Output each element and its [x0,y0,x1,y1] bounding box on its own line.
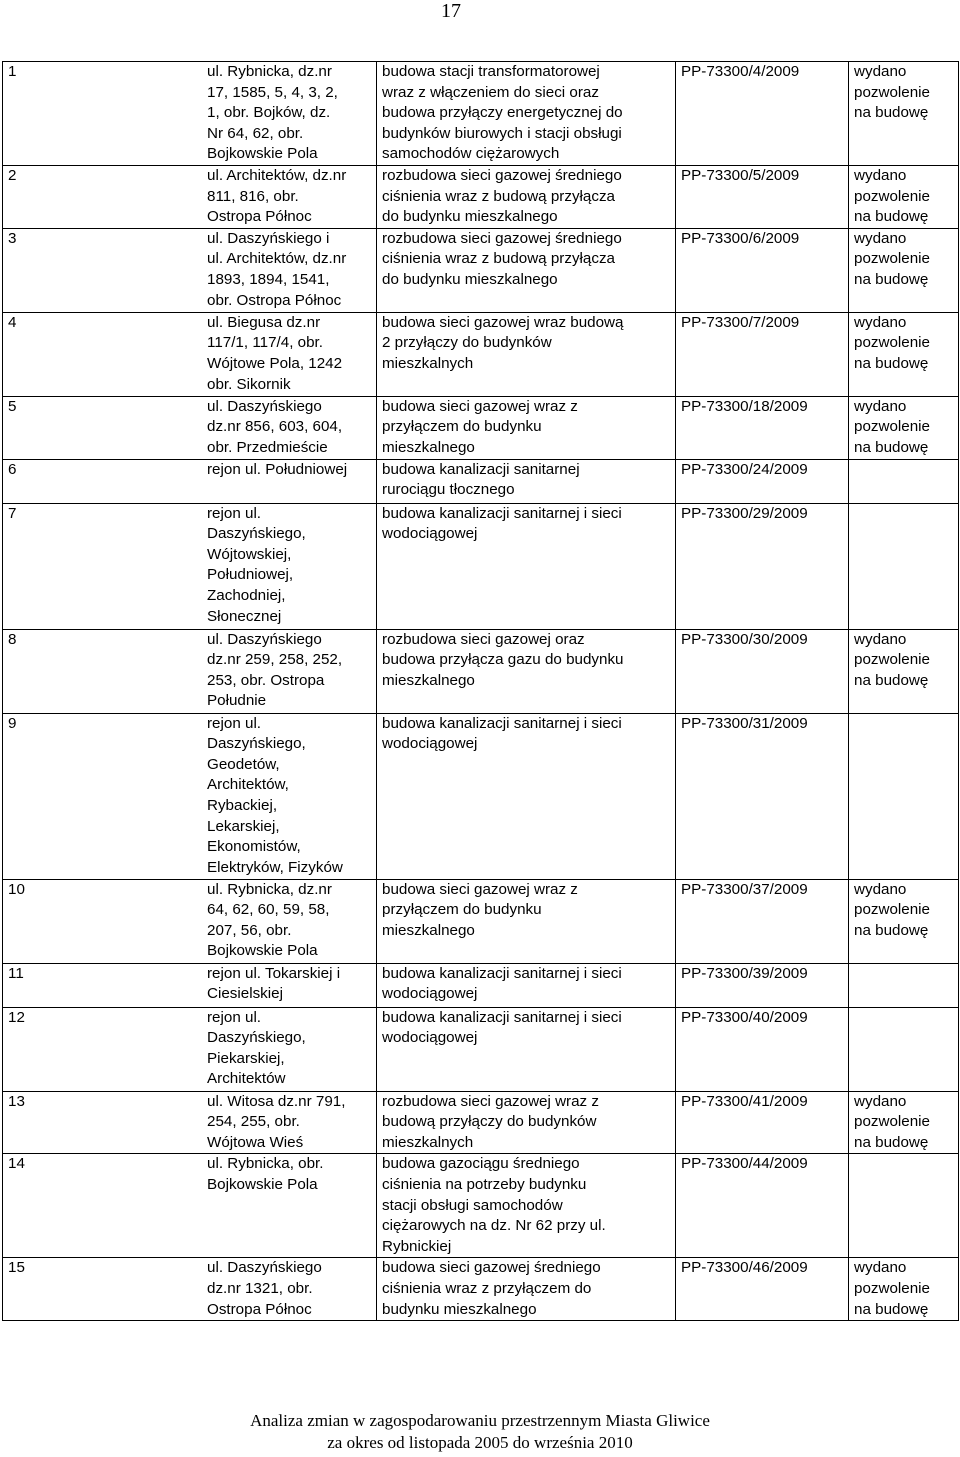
number-location-cell [3,1258,377,1321]
location-text: rejon ul. Daszyńskiego, Piekarskiej, Architektów [207,1008,306,1088]
number-location-cell [3,879,377,963]
row-number: 5 [8,397,17,415]
location-text: rejon ul. Daszyńskiego, Geodetów, Architektów, Rybackiej, Lekarskiej, Ekonomistów, Elektryków, Fizyków [207,714,343,876]
table-row [3,1091,959,1154]
table-row [3,396,959,459]
status-cell [849,1154,959,1258]
table-row [3,312,959,396]
number-location-cell [3,503,377,629]
signature-cell: PP-73300/6/2009 [676,228,849,312]
description-cell: budowa kanalizacji sanitarnej rurociągu tłocznego [377,459,676,503]
table-row [3,713,959,879]
row-number: 10 [8,880,25,898]
signature-cell: PP-73300/46/2009 [676,1258,849,1321]
row-number: 7 [8,504,17,522]
number-location-cell [3,312,377,396]
signature-cell: PP-73300/40/2009 [676,1007,849,1091]
status-cell [849,1007,959,1091]
row-number: 9 [8,714,17,732]
number-location-cell [3,228,377,312]
status-cell: wydano pozwolenie na budowę [849,228,959,312]
signature-cell: PP-73300/44/2009 [676,1154,849,1258]
status-cell: wydano pozwolenie na budowę [849,312,959,396]
signature-cell: PP-73300/41/2009 [676,1091,849,1154]
description-cell: budowa kanalizacji sanitarnej i sieci wodociągowej [377,1007,676,1091]
description-cell: budowa sieci gazowej wraz z przyłączem do budynku mieszkalnego [377,396,676,459]
location-text: ul. Rybnicka, obr. Bojkowskie Pola [207,1155,324,1193]
location-text: ul. Daszyńskiego i ul. Architektów, dz.nr 1893, 1894, 1541, obr. Ostropa Północ [207,229,347,309]
status-cell: wydano pozwolenie na budowę [849,1091,959,1154]
status-cell [849,459,959,503]
status-cell: wydano pozwolenie na budowę [849,629,959,713]
row-number: 1 [8,63,17,80]
signature-cell: PP-73300/29/2009 [676,503,849,629]
number-location-cell [3,1007,377,1091]
description-cell: budowa sieci gazowej wraz z przyłączem do budynku mieszkalnego [377,879,676,963]
row-number: 13 [8,1092,25,1110]
page-number: 17 [441,0,461,22]
location-text: rejon ul. Południowej [207,460,348,478]
location-text: ul. Daszyńskiego dz.nr 259, 258, 252, 253, obr. Ostropa Południe [207,630,343,710]
status-cell: wydano pozwolenie na budowę [849,1258,959,1321]
signature-cell: PP-73300/18/2009 [676,396,849,459]
footer-line-2: za okres od listopada 2005 do września 2010 [327,1433,633,1452]
description-cell: budowa gazociągu średniego ciśnienia na potrzeby budynku stacji obsługi samochodów ciężarowych na dz. Nr 62 przy ul. Rybnickiej [377,1154,676,1258]
number-location-cell [3,963,377,1007]
location-text: ul. Rybnicka, dz.nr 64, 62, 60, 59, 58, 207, 56, obr. Bojkowskie Pola [207,880,332,960]
status-cell [849,963,959,1007]
location-text: ul. Biegusa dz.nr 117/1, 117/4, obr. Wójtowe Pola, 1242 obr. Sikornik [207,313,343,393]
signature-cell: PP-73300/4/2009 [676,62,849,166]
signature-cell: PP-73300/31/2009 [676,713,849,879]
number-location-cell [3,396,377,459]
location-text: rejon ul. Tokarskiej i Ciesielskiej [207,964,341,1003]
description-cell: budowa sieci gazowej średniego ciśnienia wraz z przyłączem do budynku mieszkalnego [377,1258,676,1321]
number-location-cell [3,713,377,879]
signature-cell: PP-73300/30/2009 [676,629,849,713]
table-row [3,963,959,1007]
description-cell: budowa stacji transformatorowej wraz z włączeniem do sieci oraz budowa przyłączy energetycznej do budynków biurowych i stacji obsługi samochodów ciężarowych [377,62,676,166]
status-cell [849,503,959,629]
description-cell: rozbudowa sieci gazowej średniego ciśnienia wraz z budową przyłącza do budynku mieszkalnego [377,228,676,312]
table-row [3,62,959,166]
signature-cell: PP-73300/7/2009 [676,312,849,396]
signature-cell: PP-73300/37/2009 [676,879,849,963]
table-row [3,629,959,713]
table-row [3,1154,959,1258]
description-cell: budowa sieci gazowej wraz budową 2 przyłączy do budynków mieszkalnych [377,312,676,396]
row-number: 6 [8,460,17,478]
row-number: 8 [8,630,17,648]
location-text: ul. Daszyńskiego dz.nr 856, 603, 604, obr. Przedmieście [207,397,343,456]
description-cell: budowa kanalizacji sanitarnej i sieci wodociągowej [377,503,676,629]
footer-line-1: Analiza zmian w zagospodarowaniu przestrzennym Miasta Gliwice [250,1411,710,1430]
table-row [3,228,959,312]
status-cell: wydano pozwolenie na budowę [849,62,959,166]
table-row [3,1258,959,1321]
status-cell: wydano pozwolenie na budowę [849,166,959,229]
location-text: rejon ul. Daszyńskiego, Wójtowskiej, Południowej, Zachodniej, Słonecznej [207,504,306,625]
row-number: 3 [8,229,17,247]
number-location-cell [3,166,377,229]
row-number: 4 [8,313,17,331]
row-number: 15 [8,1259,25,1277]
row-number: 11 [8,964,24,982]
description-cell: rozbudowa sieci gazowej wraz z budową przyłączy do budynków mieszkalnych [377,1091,676,1154]
permits-table-body [3,62,959,1321]
number-location-cell [3,62,377,166]
number-location-cell [3,1091,377,1154]
status-cell [849,713,959,879]
table-row [3,879,959,963]
table-row [3,459,959,503]
signature-cell: PP-73300/24/2009 [676,459,849,503]
description-cell: rozbudowa sieci gazowej oraz budowa przyłącza gazu do budynku mieszkalnego [377,629,676,713]
number-location-cell [3,459,377,503]
location-text: ul. Witosa dz.nr 791, 254, 255, obr. Wójtowa Wieś [207,1092,346,1151]
table-row [3,503,959,629]
location-text: ul. Daszyńskiego dz.nr 1321, obr. Ostropa Północ [207,1259,322,1318]
row-number: 2 [8,167,17,184]
description-cell: budowa kanalizacji sanitarnej i sieci wodociągowej [377,963,676,1007]
signature-cell: PP-73300/5/2009 [676,166,849,229]
signature-cell: PP-73300/39/2009 [676,963,849,1007]
row-number: 14 [8,1155,25,1173]
location-text: ul. Architektów, dz.nr 811, 816, obr. Ostropa Północ [207,167,347,226]
row-number: 12 [8,1008,25,1026]
table-row [3,166,959,229]
number-location-cell [3,1154,377,1258]
number-location-cell [3,629,377,713]
table-row [3,1007,959,1091]
status-cell: wydano pozwolenie na budowę [849,879,959,963]
permits-table [2,61,959,1321]
status-cell: wydano pozwolenie na budowę [849,396,959,459]
description-cell: budowa kanalizacji sanitarnej i sieci wodociągowej [377,713,676,879]
description-cell: rozbudowa sieci gazowej średniego ciśnienia wraz z budową przyłącza do budynku mieszkalnego [377,166,676,229]
page-footer [0,1410,960,1454]
location-text: ul. Rybnicka, dz.nr 17, 1585, 5, 4, 3, 2, 1, obr. Bojków, dz. Nr 64, 62, obr. Bojkowskie Pola [207,63,338,163]
